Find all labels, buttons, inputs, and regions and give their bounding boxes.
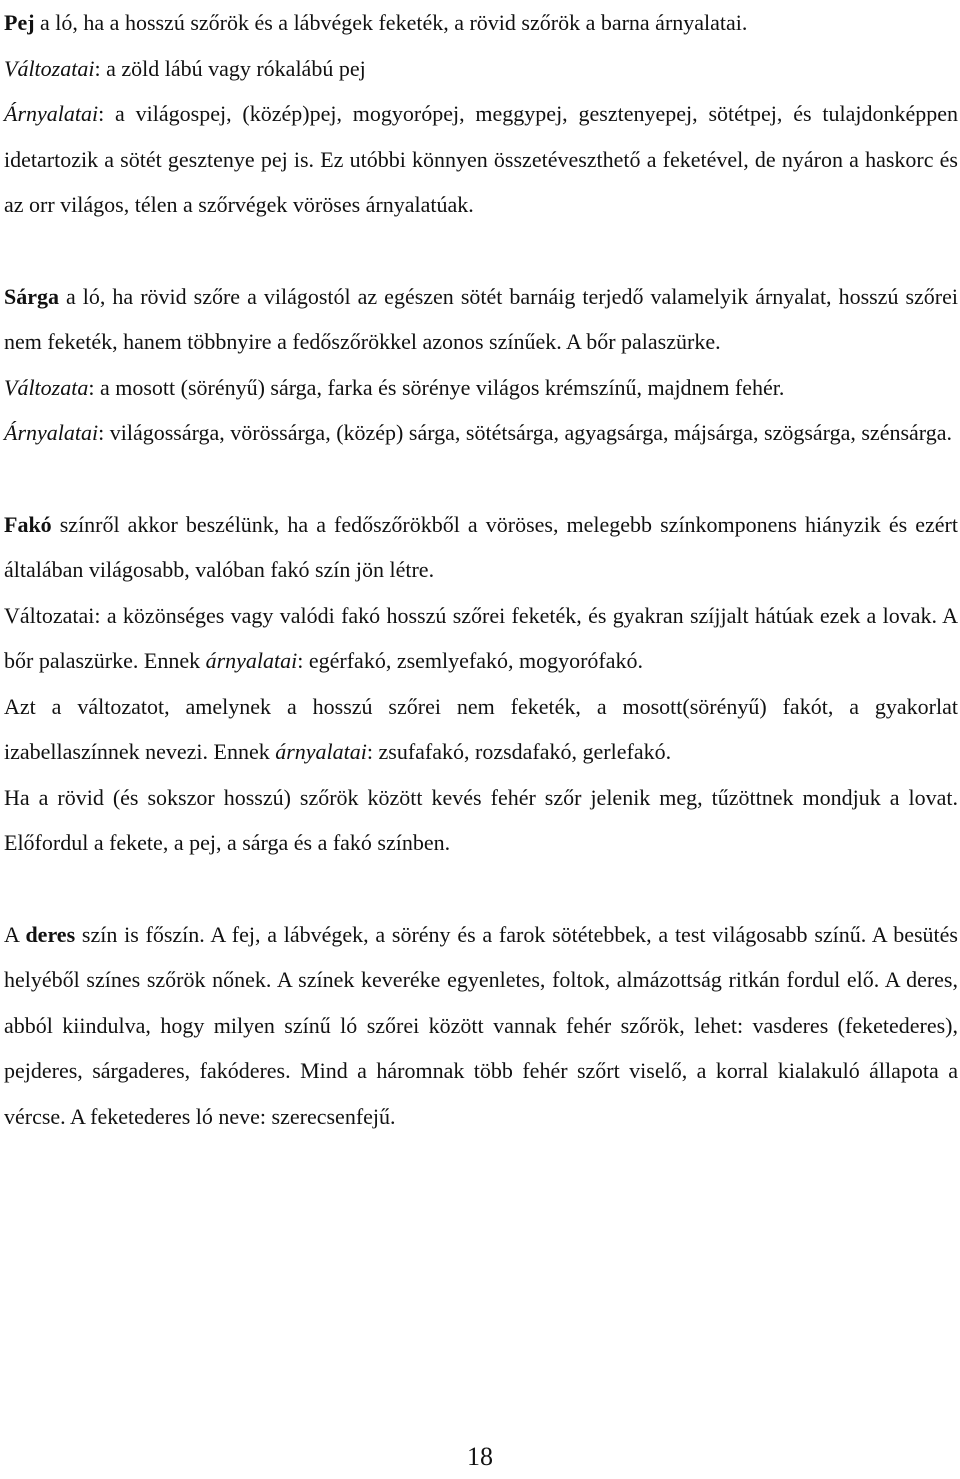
deres-term: deres [25,921,76,947]
fako-tuzott: Ha a rövid (és sokszor hosszú) szőrök között kevés fehér szőr jelenik meg, tűzöttnek mondjuk a lovat. Előfordul a fekete, a pej, a sárga és a fakó színben. [4,784,958,855]
fako-izabella-shades-label: árnyalatai [275,739,367,764]
page-number: 18 [467,1442,493,1471]
sarga-variant [4,365,958,411]
pej-definition: a ló, ha a hosszú szőrök és a lábvégek feketék, a rövid szőrök a barna árnyalatai. [34,10,748,35]
section-spacer [4,228,958,274]
sarga-paragraph [4,274,958,365]
fako-definition: színről akkor beszélünk, ha a fedőszőrökből a vöröses, melegebb színkomponens hiányzik és ezért általában világosabb, valóban fakó szín jön létre. [4,511,958,582]
fako-shades-label: árnyalatai [205,648,298,673]
fako-term: Fakó [4,511,52,537]
fako-paragraph [4,502,958,593]
pej-shades-label: Árnyalatai [4,101,99,126]
fako-variants-text: Változatai: a közönséges vagy valódi fakó hosszú szőrei feketék, és gyakran szíjjalt hátúak ezek a lovak. A bőr palaszürke. Ennek [4,602,958,673]
fako-variants [4,593,958,684]
deres-definition: szín is főszín. A fej, a lábvégek, a sörény és a farok sötétebbek, a test világosabb színű. A besütés helyéből színes szőrök nőnek. A színek keveréke egyenletes, foltok, almázottság ritkán fordul elő. A deres, abból kiindulva, hogy milyen színű ló szőrei között vannak fehér szőrök, lehet: vasderes (feketederes), pejderes, sárgaderes, fakóderes. Mind a háromnak több fehér szőrt viselő, a korral kialakuló állapota a vércse. A feketederes ló neve: szerecsenfejű. [4,921,958,1129]
sarga-shades [4,410,958,456]
sarga-variant-text: : a mosott (sörényű) sárga, farka és sörénye világos krémszínű, majdnem fehér. [88,374,785,400]
sarga-definition: a ló, ha rövid szőre a világostól az egészen sötét barnáig terjedő valamelyik árnyalat, hosszú szőrei nem feketék, hanem többnyire a fedőszőrökkel azonos színűek. A bőr palaszürke. [4,283,958,354]
pej-variants-text: : a zöld lábú vagy rókalábú pej [94,55,366,81]
sarga-variant-label: Változata [4,374,89,400]
deres-pre: A [4,921,26,947]
fako-izabella-shades-text: : zsufafakó, rozsdafakó, gerlefakó. [366,739,672,764]
pej-variants-label: Változatai [4,55,95,81]
deres-paragraph [4,912,958,1140]
fako-izabella [4,684,958,775]
pej-variants [4,46,958,92]
section-spacer [4,456,958,502]
pej-shades-text: : a világospej, (közép)pej, mogyorópej, meggypej, gesztenyepej, sötétpej, és tulajdonképpen idetartozik a sötét gesztenye pej is. Ez utóbbi könnyen összetéveszthető a feketével, de nyáron a haskorc és az orr világos, télen a szőrvégek vöröses árnyalatúak. [4,101,958,217]
pej-paragraph [4,0,958,46]
pej-term: Pej [4,10,35,35]
sarga-shades-label: Árnyalatai [4,420,99,445]
section-spacer [4,866,958,912]
sarga-term: Sárga [4,283,59,309]
fako-shades-text: : egérfakó, zsemlyefakó, mogyorófakó. [297,648,644,673]
fako-izabella-text: Azt a változatot, amelynek a hosszú szőrei nem feketék, a mosott(sörényű) fakót, a gyakorlat izabellaszínnek nevezi. Ennek [4,693,958,764]
sarga-shades-text: : világossárga, vörössárga, (közép) sárga, sötétsárga, agyagsárga, májsárga, szögsárga, szénsárga. [98,420,952,445]
pej-shades [4,91,958,228]
document-page [4,0,958,1139]
